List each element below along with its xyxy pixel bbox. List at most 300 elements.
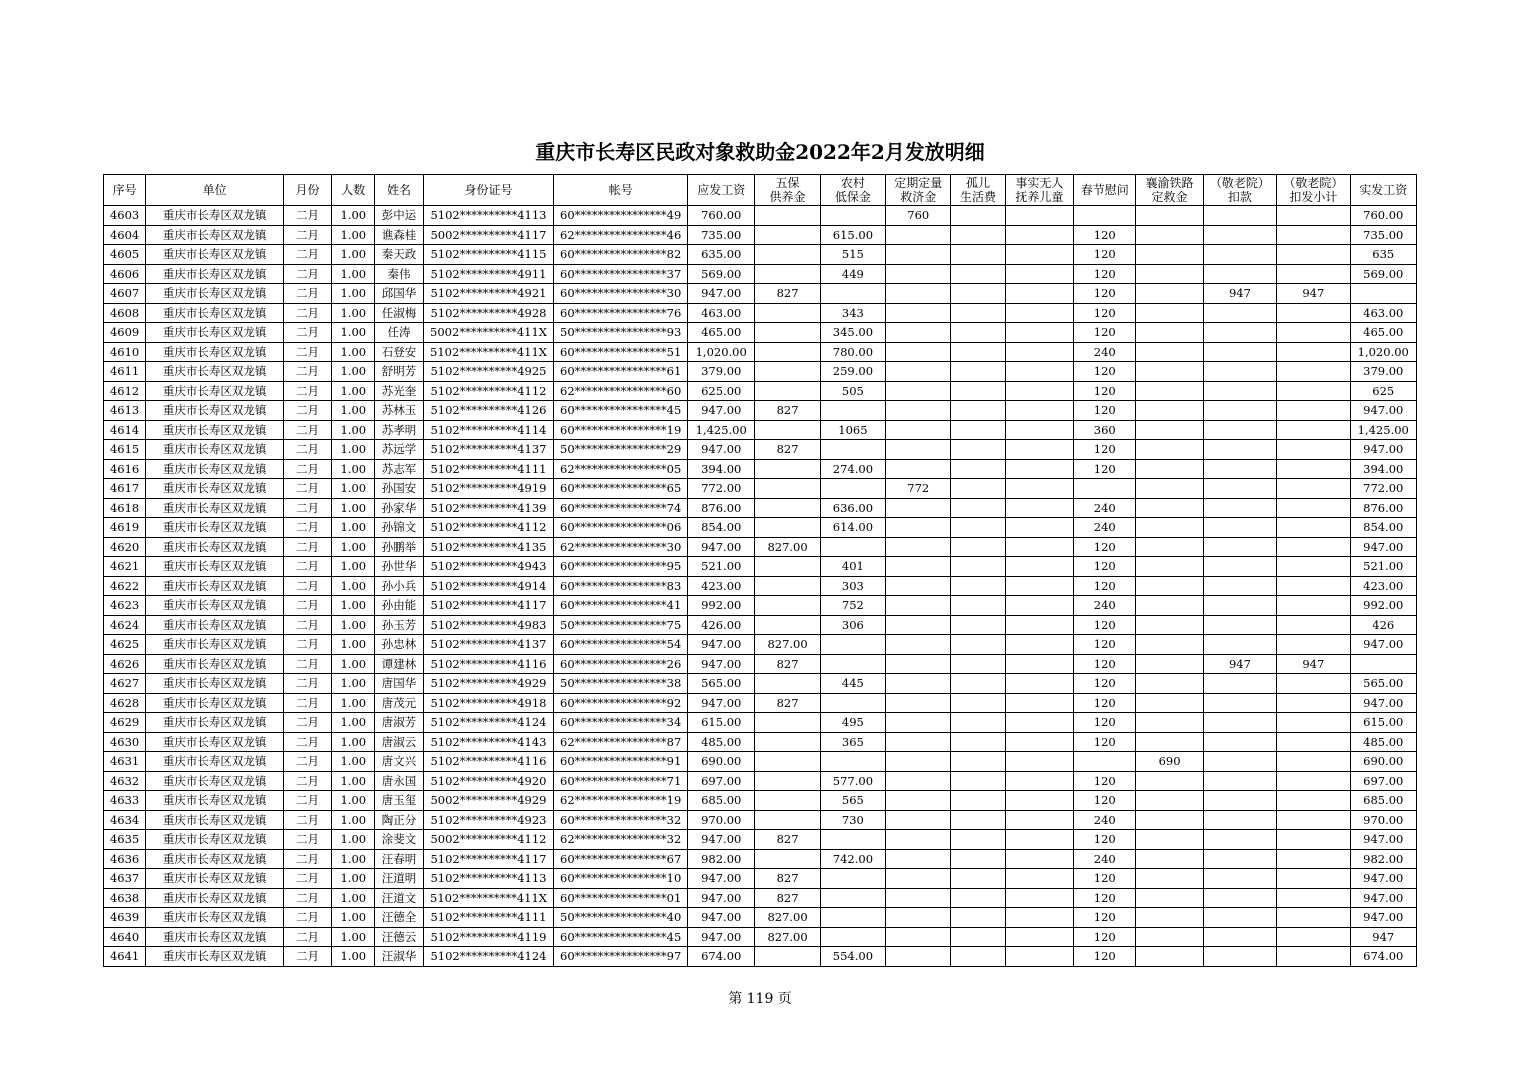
table-cell: 4630 — [104, 732, 146, 752]
table-cell — [1005, 654, 1073, 674]
table-cell: 947.00 — [1350, 888, 1416, 908]
table-cell — [1277, 459, 1350, 479]
table-cell — [1005, 479, 1073, 499]
table-cell — [886, 771, 951, 791]
table-cell — [1277, 381, 1350, 401]
table-cell — [1203, 635, 1276, 655]
table-cell — [820, 206, 885, 226]
table-cell: 二月 — [283, 557, 331, 577]
table-cell: 二月 — [283, 927, 331, 947]
table-cell: 孙玉芳 — [375, 615, 423, 635]
table-cell: 5102**********4111 — [423, 459, 554, 479]
table-cell — [951, 771, 1005, 791]
table-cell: 陶正分 — [375, 810, 423, 830]
table-cell: 4641 — [104, 947, 146, 967]
table-cell — [1277, 537, 1350, 557]
table-cell: 重庆市长寿区双龙镇 — [146, 752, 284, 772]
table-cell: 二月 — [283, 498, 331, 518]
table-cell — [951, 342, 1005, 362]
table-cell: 515 — [820, 245, 885, 265]
table-cell: 彭中运 — [375, 206, 423, 226]
table-cell: 4622 — [104, 576, 146, 596]
table-cell: 60****************92 — [554, 693, 688, 713]
table-cell — [1005, 440, 1073, 460]
table-row — [104, 927, 1417, 947]
table-cell: 1,020.00 — [1350, 342, 1416, 362]
table-cell — [820, 654, 885, 674]
table-cell: 重庆市长寿区双龙镇 — [146, 537, 284, 557]
table-cell — [886, 674, 951, 694]
table-cell: 60****************45 — [554, 401, 688, 421]
table-cell — [886, 810, 951, 830]
table-cell — [1277, 264, 1350, 284]
table-cell: 1.00 — [332, 498, 375, 518]
table-cell: 唐玉玺 — [375, 791, 423, 811]
table-cell: 5102**********4929 — [423, 674, 554, 694]
table-cell: 577.00 — [820, 771, 885, 791]
table-cell — [1136, 713, 1203, 733]
table-cell: 二月 — [283, 245, 331, 265]
table-cell: 772.00 — [1350, 479, 1416, 499]
table-cell — [1203, 576, 1276, 596]
table-cell: 827.00 — [755, 908, 820, 928]
table-cell: 重庆市长寿区双龙镇 — [146, 693, 284, 713]
table-cell — [1005, 303, 1073, 323]
table-cell — [1005, 908, 1073, 928]
table-cell: 827.00 — [755, 537, 820, 557]
table-cell: 60****************97 — [554, 947, 688, 967]
table-cell — [886, 537, 951, 557]
table-cell: 120 — [1074, 459, 1136, 479]
table-cell: 947.00 — [688, 830, 755, 850]
table-cell — [1136, 810, 1203, 830]
table-cell — [1136, 245, 1203, 265]
table-cell: 635 — [1350, 245, 1416, 265]
table-cell — [1203, 479, 1276, 499]
table-cell: 1.00 — [332, 401, 375, 421]
table-cell — [1136, 674, 1203, 694]
table-cell — [1277, 771, 1350, 791]
table-row — [104, 576, 1417, 596]
table-cell — [755, 323, 820, 343]
table-cell — [1136, 342, 1203, 362]
table-cell — [755, 849, 820, 869]
table-cell — [755, 615, 820, 635]
table-cell: 5102**********4911 — [423, 264, 554, 284]
table-cell — [1136, 284, 1203, 304]
table-cell: 二月 — [283, 323, 331, 343]
table-cell — [1005, 596, 1073, 616]
table-cell: 重庆市长寿区双龙镇 — [146, 264, 284, 284]
table-cell — [1203, 440, 1276, 460]
table-cell — [755, 381, 820, 401]
table-cell: 947.00 — [1350, 908, 1416, 928]
table-cell: 4607 — [104, 284, 146, 304]
table-cell: 重庆市长寿区双龙镇 — [146, 284, 284, 304]
table-cell: 二月 — [283, 771, 331, 791]
table-cell: 二月 — [283, 537, 331, 557]
table-cell: 120 — [1074, 771, 1136, 791]
table-cell — [755, 303, 820, 323]
table-cell — [951, 810, 1005, 830]
table-cell — [1005, 693, 1073, 713]
table-cell: 重庆市长寿区双龙镇 — [146, 401, 284, 421]
table-cell: 4640 — [104, 927, 146, 947]
table-cell — [820, 635, 885, 655]
table-cell: 50****************40 — [554, 908, 688, 928]
table-cell: 5102**********4113 — [423, 869, 554, 889]
table-cell: 石登安 — [375, 342, 423, 362]
table-cell: 60****************45 — [554, 927, 688, 947]
table-cell: 5102**********4115 — [423, 245, 554, 265]
table-cell: 5102**********4925 — [423, 362, 554, 382]
table-cell: 854.00 — [688, 518, 755, 538]
table-cell: 重庆市长寿区双龙镇 — [146, 810, 284, 830]
table-cell: 孙由能 — [375, 596, 423, 616]
table-cell: 4626 — [104, 654, 146, 674]
table-cell — [820, 479, 885, 499]
table-cell: 4631 — [104, 752, 146, 772]
table-cell — [886, 323, 951, 343]
table-row — [104, 245, 1417, 265]
table-cell — [755, 264, 820, 284]
table-cell: 463.00 — [1350, 303, 1416, 323]
table-cell — [886, 576, 951, 596]
table-cell: 5102**********4116 — [423, 752, 554, 772]
table-cell: 5102**********4139 — [423, 498, 554, 518]
table-cell: 1.00 — [332, 440, 375, 460]
table-cell: 62****************05 — [554, 459, 688, 479]
table-cell: 5102**********4124 — [423, 947, 554, 967]
table-cell: 62****************32 — [554, 830, 688, 850]
table-cell — [1136, 323, 1203, 343]
table-cell: 二月 — [283, 908, 331, 928]
table-cell: 4638 — [104, 888, 146, 908]
table-cell — [820, 888, 885, 908]
table-row — [104, 362, 1417, 382]
table-cell: 636.00 — [820, 498, 885, 518]
table-cell: 485.00 — [688, 732, 755, 752]
table-cell — [755, 771, 820, 791]
table-cell — [755, 206, 820, 226]
table-cell: 4604 — [104, 225, 146, 245]
table-cell — [1203, 518, 1276, 538]
table-cell: 1.00 — [332, 713, 375, 733]
table-cell: 970.00 — [1350, 810, 1416, 830]
table-cell: 60****************67 — [554, 849, 688, 869]
table-cell: 615.00 — [1350, 713, 1416, 733]
column-header: 孤儿 生活费 — [951, 175, 1005, 206]
table-cell — [1074, 206, 1136, 226]
table-cell: 449 — [820, 264, 885, 284]
column-header: 事实无人 抚养儿童 — [1005, 175, 1073, 206]
column-header: 实发工资 — [1350, 175, 1416, 206]
table-cell — [1277, 498, 1350, 518]
table-cell: 827 — [755, 830, 820, 850]
table-cell: 120 — [1074, 576, 1136, 596]
table-cell: 5002**********4117 — [423, 225, 554, 245]
table-row — [104, 420, 1417, 440]
table-cell — [755, 596, 820, 616]
table-cell — [886, 557, 951, 577]
table-cell — [755, 752, 820, 772]
table-cell: 二月 — [283, 713, 331, 733]
table-cell: 4625 — [104, 635, 146, 655]
table-cell — [951, 732, 1005, 752]
table-cell: 5102**********411X — [423, 888, 554, 908]
table-cell — [1005, 674, 1073, 694]
table-cell — [886, 693, 951, 713]
table-cell — [951, 479, 1005, 499]
table-row — [104, 615, 1417, 635]
table-header-row — [104, 175, 1417, 206]
table-cell: 二月 — [283, 362, 331, 382]
table-cell: 60****************61 — [554, 362, 688, 382]
table-cell: 827 — [755, 654, 820, 674]
table-cell — [951, 401, 1005, 421]
table-cell — [1277, 752, 1350, 772]
table-cell: 重庆市长寿区双龙镇 — [146, 459, 284, 479]
table-cell: 任涛 — [375, 323, 423, 343]
table-cell — [1005, 518, 1073, 538]
table-cell: 1.00 — [332, 654, 375, 674]
table-cell — [1074, 752, 1136, 772]
table-cell: 947.00 — [1350, 693, 1416, 713]
table-cell — [886, 830, 951, 850]
table-cell: 60****************26 — [554, 654, 688, 674]
table-cell: 615.00 — [820, 225, 885, 245]
table-cell: 5102**********4124 — [423, 713, 554, 733]
table-cell: 772 — [886, 479, 951, 499]
table-cell: 5102**********4923 — [423, 810, 554, 830]
table-row — [104, 888, 1417, 908]
table-cell — [755, 420, 820, 440]
table-cell: 二月 — [283, 693, 331, 713]
table-cell: 947.00 — [688, 927, 755, 947]
table-cell — [1136, 849, 1203, 869]
table-cell — [886, 888, 951, 908]
table-cell: 1.00 — [332, 869, 375, 889]
table-cell — [886, 849, 951, 869]
table-cell: 1.00 — [332, 810, 375, 830]
table-cell: 495 — [820, 713, 885, 733]
table-cell: 120 — [1074, 537, 1136, 557]
table-cell — [1203, 888, 1276, 908]
table-cell — [951, 245, 1005, 265]
table-cell: 1.00 — [332, 245, 375, 265]
table-cell — [951, 518, 1005, 538]
table-cell: 947.00 — [1350, 440, 1416, 460]
table-cell: 5102**********4918 — [423, 693, 554, 713]
table-cell: 重庆市长寿区双龙镇 — [146, 927, 284, 947]
table-cell: 4639 — [104, 908, 146, 928]
table-cell: 401 — [820, 557, 885, 577]
table-cell: 重庆市长寿区双龙镇 — [146, 635, 284, 655]
table-cell — [1005, 284, 1073, 304]
table-cell: 120 — [1074, 888, 1136, 908]
table-cell — [886, 245, 951, 265]
table-cell: 4613 — [104, 401, 146, 421]
table-cell — [886, 498, 951, 518]
table-cell — [1277, 225, 1350, 245]
table-cell: 重庆市长寿区双龙镇 — [146, 869, 284, 889]
table-cell — [1277, 518, 1350, 538]
table-cell — [1277, 713, 1350, 733]
table-cell — [1136, 908, 1203, 928]
table-cell — [755, 518, 820, 538]
table-cell: 任淑梅 — [375, 303, 423, 323]
table-row — [104, 518, 1417, 538]
table-cell: 1.00 — [332, 362, 375, 382]
table-cell: 涂斐文 — [375, 830, 423, 850]
table-cell — [1005, 576, 1073, 596]
table-cell: 1,020.00 — [688, 342, 755, 362]
table-cell: 4618 — [104, 498, 146, 518]
table-cell — [1277, 830, 1350, 850]
table-cell: 唐国华 — [375, 674, 423, 694]
table-cell — [1277, 888, 1350, 908]
table-cell — [1203, 869, 1276, 889]
table-cell: 982.00 — [1350, 849, 1416, 869]
table-cell: 5102**********4928 — [423, 303, 554, 323]
table-cell — [951, 576, 1005, 596]
table-cell: 947.00 — [688, 635, 755, 655]
table-cell: 重庆市长寿区双龙镇 — [146, 518, 284, 538]
table-cell — [1005, 927, 1073, 947]
table-cell: 1.00 — [332, 225, 375, 245]
column-header: 春节慰问 — [1074, 175, 1136, 206]
table-cell: 772.00 — [688, 479, 755, 499]
table-cell: 240 — [1074, 849, 1136, 869]
table-cell: 343 — [820, 303, 885, 323]
column-header: 帐号 — [554, 175, 688, 206]
table-cell — [1203, 947, 1276, 967]
table-cell — [1005, 752, 1073, 772]
table-cell: 60****************41 — [554, 596, 688, 616]
table-cell — [1005, 849, 1073, 869]
table-cell — [1203, 693, 1276, 713]
table-cell — [951, 849, 1005, 869]
table-cell: 521.00 — [688, 557, 755, 577]
table-row — [104, 479, 1417, 499]
table-cell: 4633 — [104, 791, 146, 811]
table-cell: 二月 — [283, 635, 331, 655]
table-cell: 947.00 — [1350, 401, 1416, 421]
table-cell: 394.00 — [688, 459, 755, 479]
table-row — [104, 674, 1417, 694]
table-cell: 62****************30 — [554, 537, 688, 557]
table-cell — [951, 713, 1005, 733]
table-cell: 690.00 — [1350, 752, 1416, 772]
table-cell: 二月 — [283, 615, 331, 635]
table-cell: 二月 — [283, 420, 331, 440]
table-cell: 重庆市长寿区双龙镇 — [146, 713, 284, 733]
table-cell: 50****************38 — [554, 674, 688, 694]
table-cell: 50****************93 — [554, 323, 688, 343]
table-cell — [820, 869, 885, 889]
table-cell — [1005, 869, 1073, 889]
table-cell — [1277, 206, 1350, 226]
table-cell: 120 — [1074, 927, 1136, 947]
table-cell — [1005, 264, 1073, 284]
table-cell: 1.00 — [332, 323, 375, 343]
table-cell — [886, 342, 951, 362]
table-cell: 二月 — [283, 401, 331, 421]
table-cell: 4624 — [104, 615, 146, 635]
table-cell: 4621 — [104, 557, 146, 577]
table-cell: 1.00 — [332, 342, 375, 362]
table-cell: 二月 — [283, 654, 331, 674]
table-row — [104, 284, 1417, 304]
table-cell: 4623 — [104, 596, 146, 616]
table-cell: 谯森桂 — [375, 225, 423, 245]
table-cell — [1136, 401, 1203, 421]
table-cell — [1277, 362, 1350, 382]
table-cell: 1.00 — [332, 830, 375, 850]
table-cell — [1136, 732, 1203, 752]
table-cell — [1203, 362, 1276, 382]
table-cell — [1005, 420, 1073, 440]
table-cell — [951, 830, 1005, 850]
table-cell: 1.00 — [332, 284, 375, 304]
table-cell: 重庆市长寿区双龙镇 — [146, 323, 284, 343]
table-cell: 1.00 — [332, 947, 375, 967]
table-cell: 60****************19 — [554, 420, 688, 440]
table-cell — [1350, 654, 1416, 674]
table-cell — [951, 206, 1005, 226]
table-row — [104, 440, 1417, 460]
table-cell — [1136, 947, 1203, 967]
table-cell: 120 — [1074, 693, 1136, 713]
table-row — [104, 771, 1417, 791]
table-cell — [755, 362, 820, 382]
table-cell: 5102**********4143 — [423, 732, 554, 752]
table-cell: 汪道明 — [375, 869, 423, 889]
table-cell — [1203, 791, 1276, 811]
table-cell: 120 — [1074, 557, 1136, 577]
table-cell — [1136, 264, 1203, 284]
table-cell — [1203, 342, 1276, 362]
table-cell: 60****************30 — [554, 284, 688, 304]
table-cell: 4603 — [104, 206, 146, 226]
table-cell: 120 — [1074, 830, 1136, 850]
table-cell: 614.00 — [820, 518, 885, 538]
table-cell — [886, 303, 951, 323]
table-cell: 60****************83 — [554, 576, 688, 596]
table-cell — [951, 264, 1005, 284]
table-row — [104, 830, 1417, 850]
table-cell: 重庆市长寿区双龙镇 — [146, 888, 284, 908]
table-cell: 汪淑华 — [375, 947, 423, 967]
table-row — [104, 264, 1417, 284]
table-cell: 259.00 — [820, 362, 885, 382]
table-cell — [951, 323, 1005, 343]
table-cell — [1203, 264, 1276, 284]
table-cell — [951, 537, 1005, 557]
table-cell: 汪德全 — [375, 908, 423, 928]
table-cell: 1,425.00 — [688, 420, 755, 440]
table-cell — [1203, 713, 1276, 733]
table-cell — [951, 654, 1005, 674]
table-cell — [886, 518, 951, 538]
table-cell: 汪德云 — [375, 927, 423, 947]
table-cell: 5002**********4929 — [423, 791, 554, 811]
table-cell: 重庆市长寿区双龙镇 — [146, 732, 284, 752]
table-cell: 重庆市长寿区双龙镇 — [146, 947, 284, 967]
table-cell — [1005, 323, 1073, 343]
table-cell: 重庆市长寿区双龙镇 — [146, 381, 284, 401]
table-cell — [886, 440, 951, 460]
